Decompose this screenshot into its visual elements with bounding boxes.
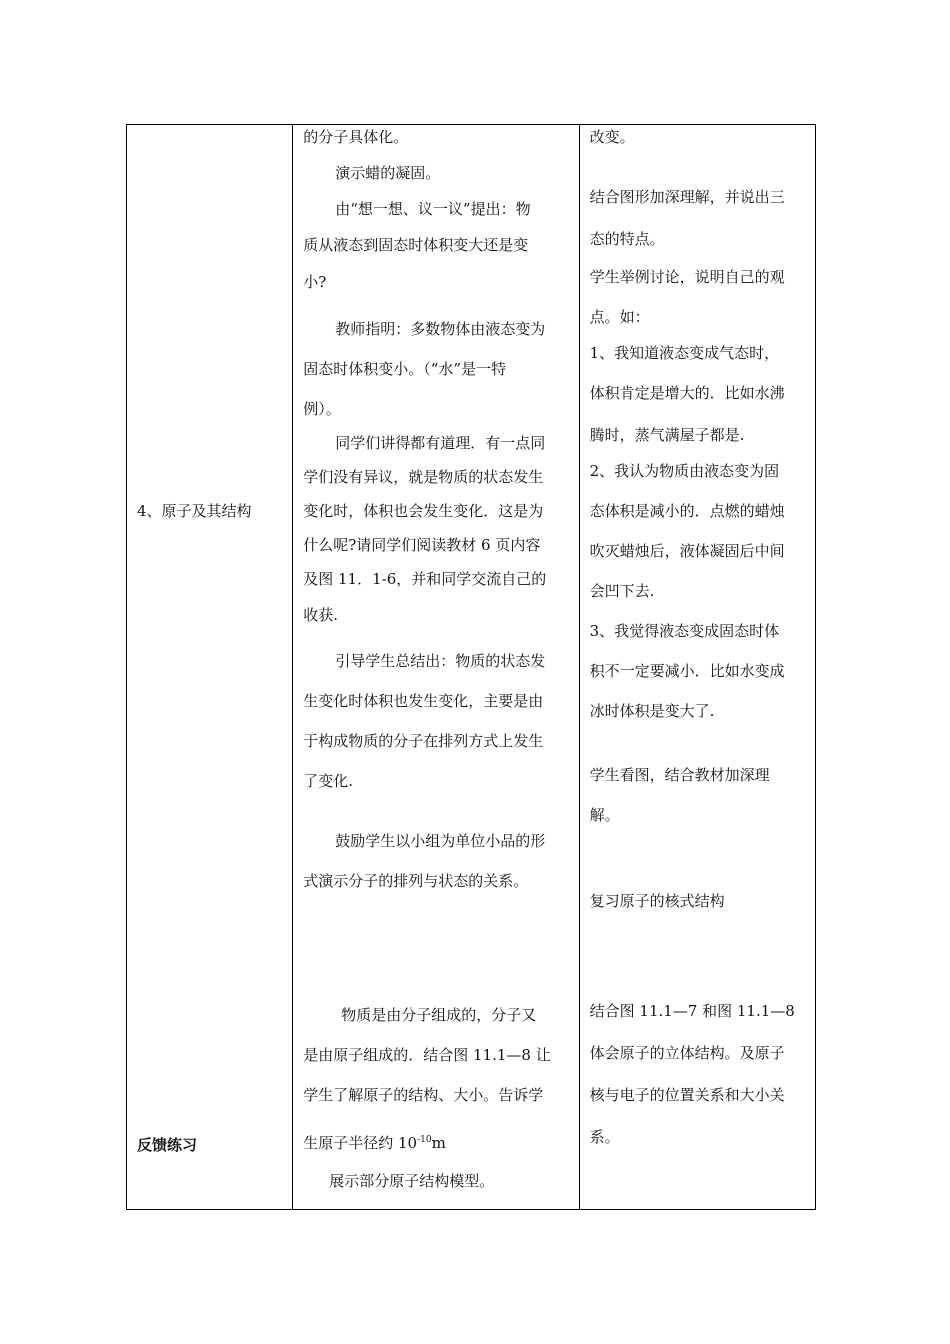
text-line: 质从液态到固态时体积变大还是变 — [303, 236, 529, 254]
section-cell — [127, 125, 293, 1210]
text-line: 学生看图，结合教材加深理 — [589, 766, 770, 784]
text-line: 结合图形加深理解，并说出三 — [589, 188, 785, 206]
text-line: 结合图 11.1—7 和图 11.1—8 — [589, 1002, 795, 1020]
text-line: 固态时体积变小。（“水”是一特 — [303, 360, 507, 378]
text-line: 态的特点。 — [589, 230, 665, 248]
lesson-plan-table — [126, 124, 816, 1210]
text-line: 腾时，蒸气满屋子都是. — [589, 426, 745, 444]
teacher-activity-cell — [293, 125, 579, 1210]
text-line: 会凹下去. — [589, 582, 655, 600]
text-line: 于构成物质的分子在排列方式上发生 — [303, 732, 544, 750]
text-line: 收获. — [303, 606, 339, 624]
text-line: 复习原子的核式结构 — [589, 892, 725, 910]
text-line: 改变。 — [589, 128, 635, 146]
radius-unit: m — [431, 1134, 446, 1152]
text-line: 学生举例讨论，说明自己的观 — [589, 268, 785, 286]
text-line: 态体积是减小的．点燃的蜡烛 — [589, 502, 785, 520]
text-line: 学们没有异议，就是物质的状态发生 — [303, 468, 544, 486]
text-line: 2、我认为物质由液态变为固 — [589, 462, 780, 480]
text-line: 体会原子的立体结构。及原子 — [589, 1044, 785, 1062]
text-line: 是由原子组成的．结合图 11.1—8 让 — [303, 1046, 551, 1064]
text-line: 生变化时体积也发生变化，主要是由 — [303, 692, 544, 710]
text-line: 解。 — [589, 806, 620, 824]
feedback-label: 反馈练习 — [137, 1136, 198, 1154]
text-line: 的分子具体化。 — [303, 128, 409, 146]
text-line: 引导学生总结出：物质的状态发 — [335, 652, 546, 670]
text-line: 教师指明：多数物体由液态变为 — [335, 320, 546, 338]
text-line: 式演示分子的排列与状态的关系。 — [303, 872, 529, 890]
text-line: 学生了解原子的结构、大小。告诉学 — [303, 1086, 544, 1104]
radius-text: 生原子半径约 10 — [303, 1134, 418, 1152]
text-line: 点。如： — [589, 308, 650, 326]
atomic-radius-line — [303, 1133, 446, 1153]
text-line: 展示部分原子结构模型。 — [329, 1172, 495, 1190]
text-line: 体积肯定是增大的．比如水沸 — [589, 384, 785, 402]
text-line: 由“想一想、议一议”提出：物 — [335, 200, 531, 218]
table-row — [127, 125, 816, 1210]
text-line: 及图 11．1-6，并和同学交流自己的 — [303, 570, 547, 588]
student-activity-cell — [579, 125, 815, 1210]
text-line: 例）。 — [303, 400, 341, 418]
text-line: 3、我觉得液态变成固态时体 — [589, 622, 780, 640]
text-line: 核与电子的位置关系和大小关 — [589, 1086, 785, 1104]
text-line: 物质是由分子组成的，分子又 — [341, 1006, 537, 1024]
text-line: 系。 — [589, 1128, 620, 1146]
text-line: 吹灭蜡烛后，液体凝固后中间 — [589, 542, 785, 560]
text-line: 变化时，体积也会发生变化．这是为 — [303, 502, 544, 520]
text-line: 冰时体积是变大了. — [589, 702, 715, 720]
section-label: 4、原子及其结构 — [137, 502, 252, 520]
text-line: 1、我知道液态变成气态时， — [589, 344, 780, 362]
text-line: 小? — [303, 273, 327, 291]
radius-exponent: -10 — [417, 1135, 432, 1145]
text-line: 鼓励学生以小组为单位小品的形 — [335, 832, 546, 850]
text-line: 演示蜡的凝固。 — [335, 164, 441, 182]
text-line: 什么呢?请同学们阅读教材 6 页内容 — [303, 536, 541, 554]
text-line: 同学们讲得都有道理．有一点同 — [335, 434, 546, 452]
text-line: 积不一定要减小．比如水变成 — [589, 662, 785, 680]
text-line: 了变化. — [303, 772, 354, 790]
